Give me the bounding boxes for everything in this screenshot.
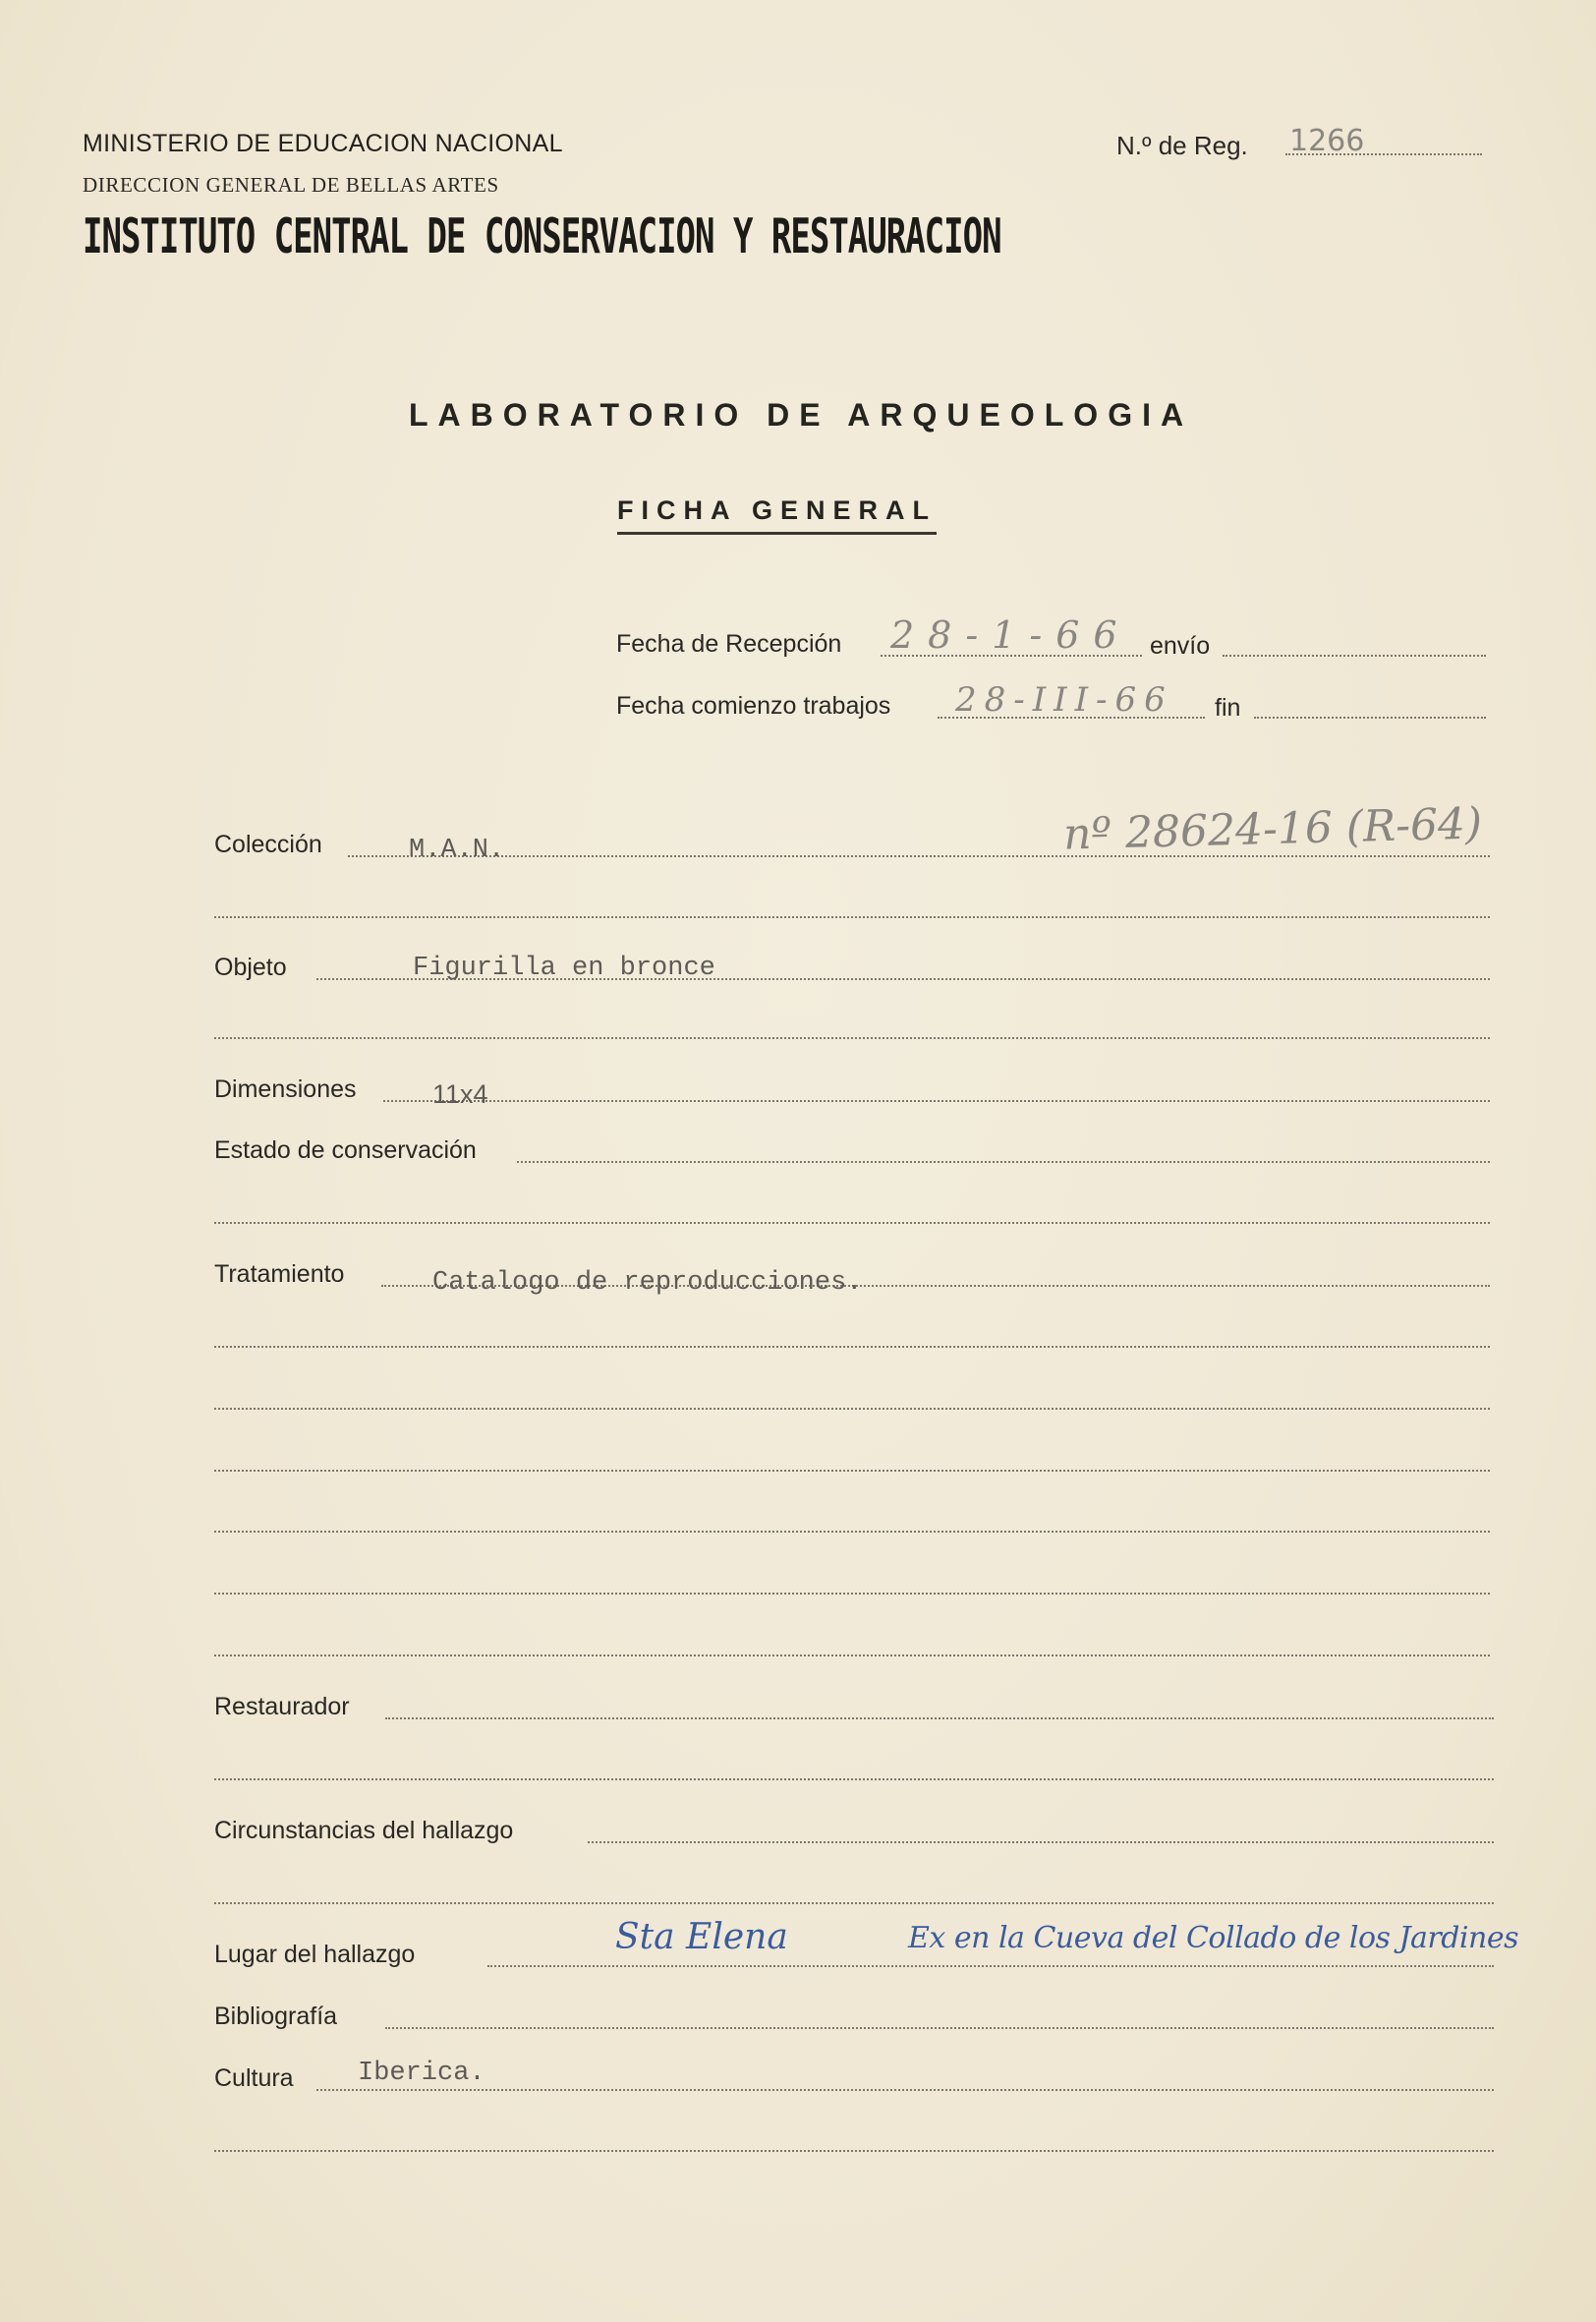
cultura-label: Cultura [214, 2064, 294, 2092]
dimensiones-value: 11x4 [432, 1079, 488, 1109]
blank-line [214, 1408, 1490, 1410]
tratamiento-label: Tratamiento [214, 1260, 345, 1288]
objeto-label: Objeto [214, 954, 287, 981]
coleccion-value: M.A.N. [409, 836, 505, 865]
envio-dotted-line [1223, 655, 1486, 657]
bibliografia-dotted-line [385, 2027, 1494, 2029]
reg-value: 1266 [1289, 124, 1365, 158]
fin-dotted-line [1254, 717, 1486, 719]
blank-line [214, 1531, 1490, 1533]
estado-label: Estado de conservación [214, 1136, 477, 1164]
coleccion-note: nº 28624-16 (R-64) [1062, 798, 1483, 860]
lab-title: LABORATORIO DE ARQUEOLOGIA [409, 397, 1194, 433]
lugar-value-detail: Ex en la Cueva del Collado de los Jardines [908, 1921, 1518, 1955]
fin-label: fin [1215, 694, 1241, 722]
blank-line [214, 1654, 1490, 1656]
objeto-value: Figurilla en bronce [413, 954, 715, 983]
circunstancias-dotted-line [588, 1841, 1494, 1843]
start-value: 28-III-66 [955, 680, 1173, 720]
lugar-dotted-line [487, 1965, 1494, 1967]
circunstancias-label: Circunstancias del hallazgo [214, 1817, 514, 1844]
blank-line [214, 916, 1490, 918]
blank-line [214, 1222, 1490, 1224]
blank-line [214, 1346, 1490, 1348]
bibliografia-label: Bibliografía [214, 2003, 338, 2030]
blank-line [214, 1037, 1490, 1039]
start-label: Fecha comienzo trabajos [616, 692, 891, 720]
coleccion-label: Colección [214, 831, 322, 858]
tratamiento-value: Catalogo de reproducciones. [432, 1268, 863, 1298]
cultura-dotted-line [316, 2089, 1494, 2091]
blank-line [214, 2150, 1494, 2152]
reg-label: N.º de Reg. [1116, 131, 1248, 160]
estado-dotted-line [517, 1161, 1490, 1163]
blank-line [214, 1778, 1494, 1780]
blank-line [214, 1593, 1490, 1595]
cultura-value: Iberica. [358, 2059, 485, 2088]
institute-heading: INSTITUTO CENTRAL DE CONSERVACION Y RESTAURACION [83, 208, 1001, 265]
blank-line [214, 1470, 1490, 1472]
dimensiones-label: Dimensiones [214, 1075, 357, 1103]
ficha-title: FICHA GENERAL [617, 495, 937, 535]
lugar-label: Lugar del hallazgo [214, 1941, 416, 1968]
restaurador-label: Restaurador [214, 1693, 350, 1720]
blank-line [214, 1902, 1494, 1904]
lugar-value-place: Sta Elena [615, 1917, 788, 1957]
restaurador-dotted-line [385, 1717, 1494, 1719]
coleccion-dotted-line [348, 855, 1490, 857]
reception-label: Fecha de Recepción [616, 630, 842, 658]
dimensiones-dotted-line [383, 1100, 1490, 1102]
ministry-heading: MINISTERIO DE EDUCACION NACIONAL [83, 130, 563, 157]
direction-heading: DIRECCION GENERAL DE BELLAS ARTES [83, 173, 499, 197]
reception-value: 28-1-66 [890, 613, 1131, 657]
envio-label: envío [1150, 632, 1211, 660]
